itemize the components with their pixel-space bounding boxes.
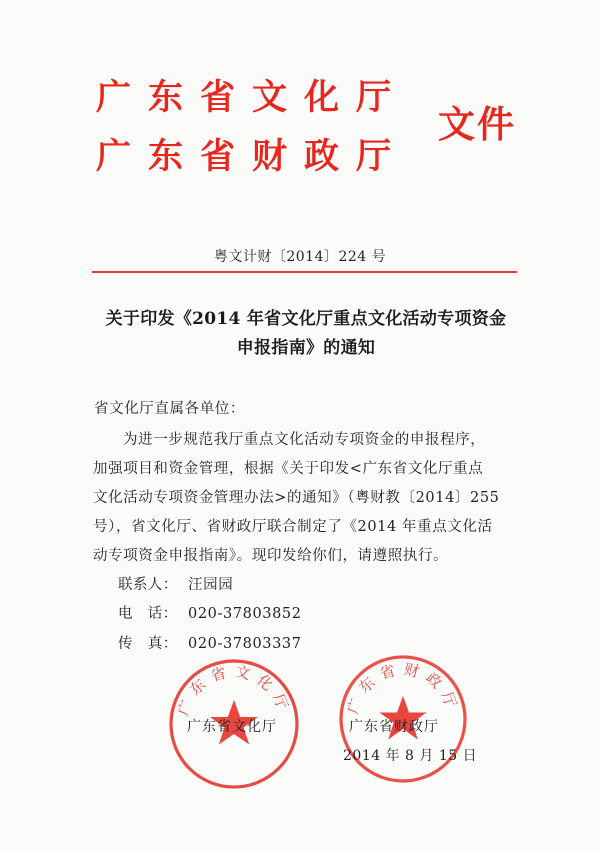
issuer-finance-dept: 广东省财政厅 [96,137,409,177]
body-line: 文化活动专项资金管理办法>的通知》（粤财教〔2014〕255 [93,490,500,506]
contact-label: 传 真： [118,636,178,652]
contact-phone [118,602,418,623]
contact-value: 020-37803852 [188,606,302,622]
contact-value: 汪园园 [188,577,234,593]
signature-finance-dept: 广东省财政厅 [349,719,439,735]
issuer-culture-dept: 广东省文化厅 [96,78,409,118]
body-line: 动专项资金申报指南》。现印发给你们，请遵照执行。 [93,548,449,564]
header-suffix: 文件 [438,103,516,146]
body-paragraph [93,426,523,571]
svg-text:广东省文化厅: 广东省文化厅 [174,662,294,719]
svg-text:广东省财政厅: 广东省财政厅 [343,659,463,717]
contact-label: 电 话： [118,606,178,622]
red-divider [92,271,517,273]
body-line: 号），省文化厅、省财政厅联合制定了《2014 年重点文化活 [93,519,493,535]
issue-date: 2014 年 8 月 15 日 [343,748,478,764]
signature-culture-dept: 广东省文化厅 [187,719,277,735]
contact-value: 020-37803337 [188,636,302,652]
contact-person [118,573,418,594]
document-number: 粤文计财〔2014〕224 号 [213,249,387,265]
body-line: 加强项目和资金管理，根据《关于印发<广东省文化厅重点 [93,461,484,477]
body-line: 为进一步规范我厅重点文化活动专项资金的申报程序， [123,432,486,448]
title-line-1: 关于印发《2014 年省文化厅重点文化活动专项资金 [105,309,507,329]
title-line-2: 申报指南》的通知 [236,338,376,358]
salutation: 省文化厅直属各单位： [94,401,245,417]
contact-fax [118,632,418,653]
contact-label: 联系人： [118,577,178,593]
